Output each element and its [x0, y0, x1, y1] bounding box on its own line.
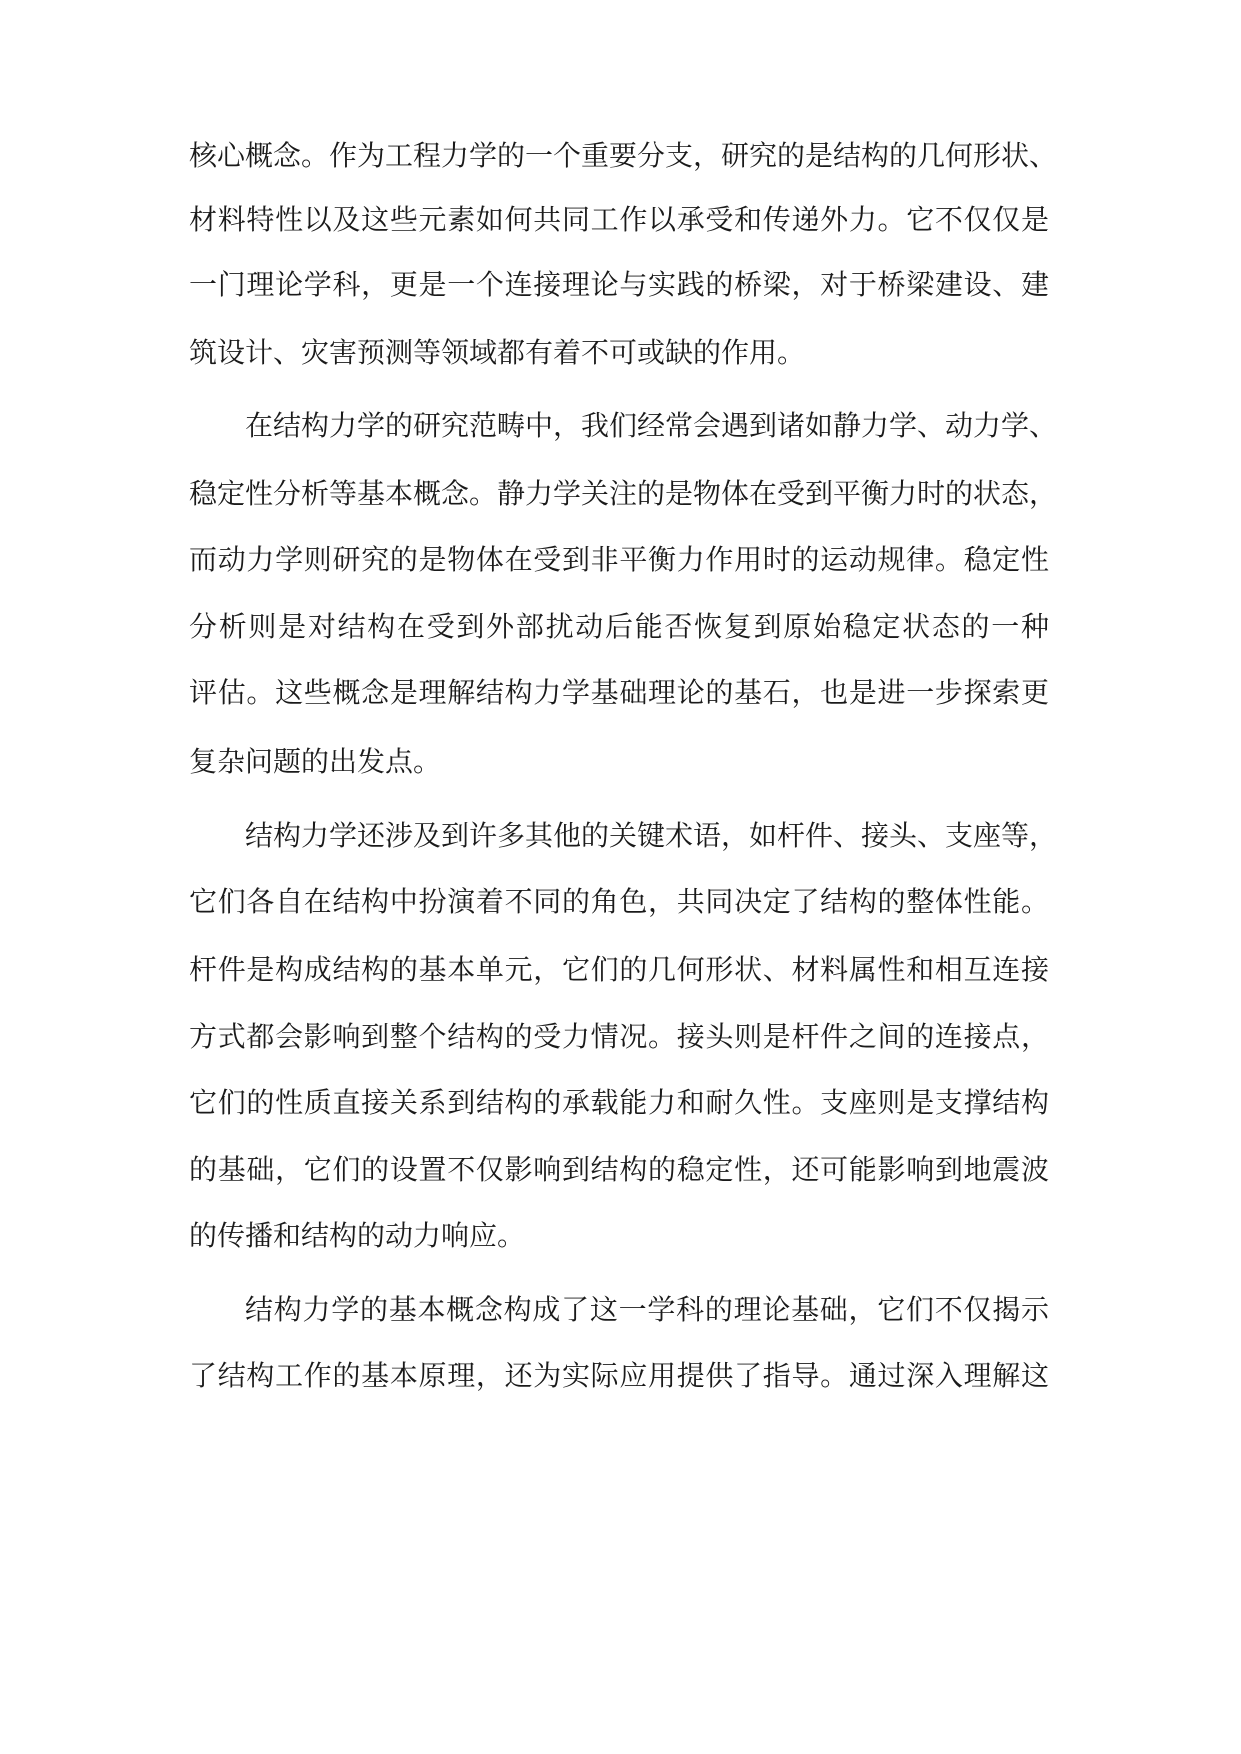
text-line: 了结构工作的基本原理，还为实际应用提供了指导。通过深入理解这 — [189, 1359, 1049, 1392]
text-line: 材料特性以及这些元素如何共同工作以承受和传递外力。它不仅仅是 — [189, 203, 1049, 236]
text-line: 在结构力学的研究范畴中，我们经常会遇到诸如静力学、动力学、 — [245, 409, 1058, 442]
text-line: 分析则是对结构在受到外部扰动后能否恢复到原始稳定状态的一种 — [189, 610, 1049, 643]
text-line: 核心概念。作为工程力学的一个重要分支，研究的是结构的几何形状、 — [189, 139, 1058, 172]
text-line: 杆件是构成结构的基本单元，它们的几何形状、材料属性和相互连接 — [189, 953, 1049, 986]
text-line: 它们各自在结构中扮演着不同的角色，共同决定了结构的整体性能。 — [189, 885, 1049, 918]
text-line: 的传播和结构的动力响应。 — [189, 1219, 526, 1252]
text-line: 的基础，它们的设置不仅影响到结构的稳定性，还可能影响到地震波 — [189, 1153, 1049, 1186]
text-line: 筑设计、灾害预测等领域都有着不可或缺的作用。 — [189, 336, 806, 369]
text-line: 而动力学则研究的是物体在受到非平衡力作用时的运动规律。稳定性 — [189, 543, 1049, 576]
text-line: 评估。这些概念是理解结构力学基础理论的基石，也是进一步探索更 — [189, 676, 1049, 709]
text-line: 方式都会影响到整个结构的受力情况。接头则是杆件之间的连接点， — [189, 1020, 1049, 1053]
text-line: 它们的性质直接关系到结构的承载能力和耐久性。支座则是支撑结构 — [189, 1086, 1049, 1119]
text-line: 稳定性分析等基本概念。静力学关注的是物体在受到平衡力时的状态， — [189, 477, 1058, 510]
text-line: 结构力学的基本概念构成了这一学科的理论基础，它们不仅揭示 — [245, 1293, 1049, 1326]
text-line: 结构力学还涉及到许多其他的关键术语，如杆件、接头、支座等， — [245, 819, 1058, 852]
text-line: 一门理论学科，更是一个连接理论与实践的桥梁，对于桥梁建设、建 — [189, 268, 1049, 301]
text-line: 复杂问题的出发点。 — [189, 745, 442, 778]
